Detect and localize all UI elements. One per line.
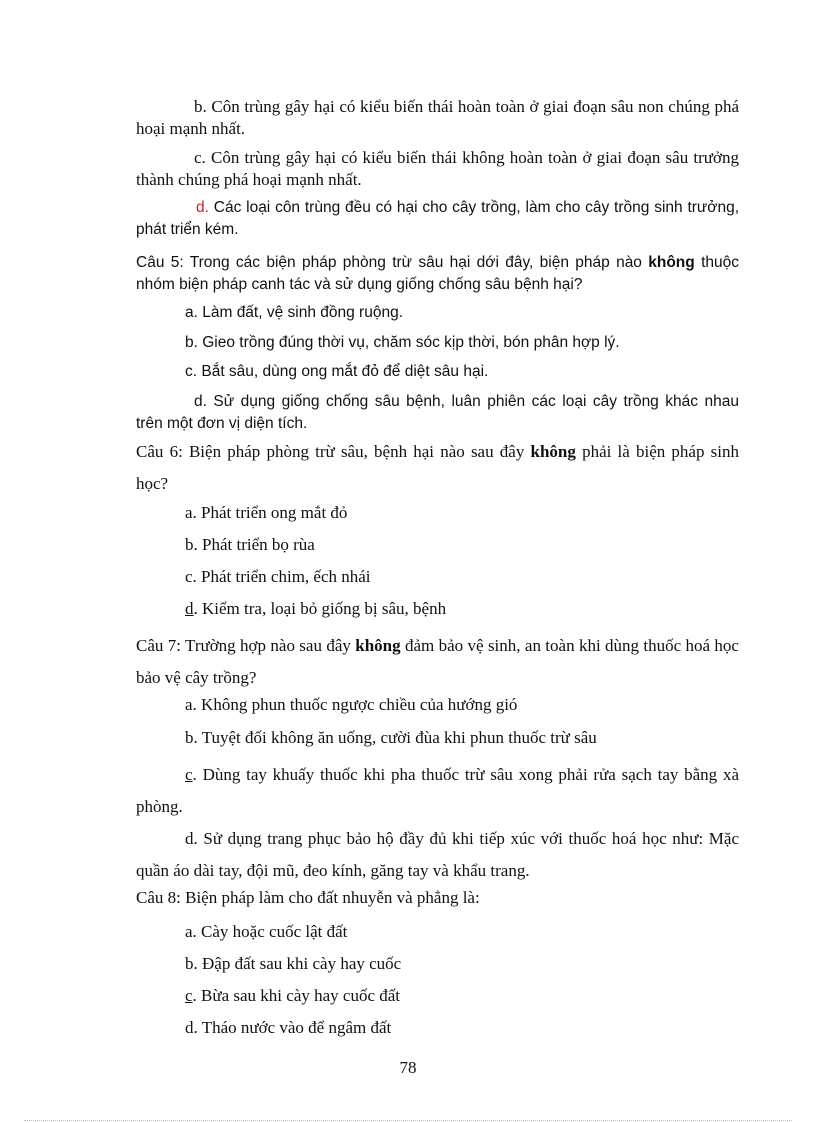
q5-emphasis: không	[648, 254, 695, 271]
q6-option-a: a. Phát triển ong mắt đỏ	[185, 503, 348, 522]
q7-option-d: d. Sử dụng trang phục bảo hộ đầy đủ khi tiếp xúc với thuốc hoá học như: Mặc quần áo dài tay, đội mũ, đeo kính, găng tay và khẩu trang.	[136, 829, 739, 880]
q8-option-b: b. Đập đất sau khi cày hay cuốc	[185, 954, 402, 973]
q7-emphasis: không	[355, 636, 401, 655]
q5-option-c: c. Bắt sâu, dùng ong mắt đỏ để diệt sâu hại.	[185, 363, 489, 380]
q6-answer-letter: d	[185, 599, 194, 618]
q6-option-b: b. Phát triển bọ rùa	[185, 535, 315, 554]
q7-option-c: c. Dùng tay khuấy thuốc khi pha thuốc trừ sâu xong phải rửa sạch tay bằng xà phòng.	[136, 765, 739, 816]
q5-option-d: d. Sử dụng giống chống sâu bệnh, luân phiên các loại cây trồng khác nhau trên một đơn vị diện tích.	[136, 393, 739, 432]
q4-option-b: b. Côn trùng gây hại có kiểu biến thái hoàn toàn ở giai đoạn sâu non chúng phá hoại mạnh nhất.	[136, 97, 739, 138]
q7-answer-letter: c	[185, 765, 193, 784]
q8-option-c: c. Bừa sau khi cày hay cuốc đất	[185, 986, 401, 1005]
q8-option-a: a. Cày hoặc cuốc lật đất	[185, 922, 348, 941]
q6-option-c: c. Phát triển chim, ếch nhái	[185, 567, 371, 586]
q7-option-b: b. Tuyệt đối không ăn uống, cười đùa khi phun thuốc trừ sâu	[185, 728, 597, 747]
q7-option-a: a. Không phun thuốc ngược chiều của hướng gió	[185, 695, 518, 714]
question-5: Câu 5: Trong các biện pháp phòng trừ sâu hại dới đây, biện pháp nào không thuộc nhóm biện pháp canh tác và sử dụng giống chống sâu bệnh hại?	[136, 254, 739, 293]
q6-emphasis: không	[530, 442, 576, 461]
q4-option-c: c. Côn trùng gây hại có kiểu biến thái không hoàn toàn ở giai đoạn sâu trưởng thành chúng phá hoại mạnh nhất.	[136, 148, 739, 189]
question-6: Câu 6: Biện pháp phòng trừ sâu, bệnh hại nào sau đây không phải là biện pháp sinh học?	[136, 442, 739, 493]
q8-option-d: d. Tháo nước vào để ngâm đất	[185, 1018, 392, 1037]
q4-option-d-text: Các loại côn trùng đều có hại cho cây trồng, làm cho cây trồng sinh trưởng, phát triển kém.	[136, 199, 739, 238]
page-number: 78	[399, 1058, 417, 1077]
q5-option-b: b. Gieo trồng đúng thời vụ, chăm sóc kịp thời, bón phân hợp lý.	[185, 334, 620, 351]
q6-option-d: d. Kiểm tra, loại bỏ giống bị sâu, bệnh	[185, 599, 447, 618]
page-bottom-divider	[24, 1120, 792, 1121]
question-8: Câu 8: Biện pháp làm cho đất nhuyễn và phẳng là:	[136, 888, 480, 907]
q5-option-a: a. Làm đất, vệ sinh đồng ruộng.	[185, 304, 404, 321]
q4-answer-letter: d.	[196, 199, 209, 216]
q8-answer-letter: c	[185, 986, 193, 1005]
q4-option-d	[136, 197, 739, 241]
question-7: Câu 7: Trường hợp nào sau đây không đảm bảo vệ sinh, an toàn khi dùng thuốc hoá học bảo vệ cây trồng?	[136, 636, 739, 687]
